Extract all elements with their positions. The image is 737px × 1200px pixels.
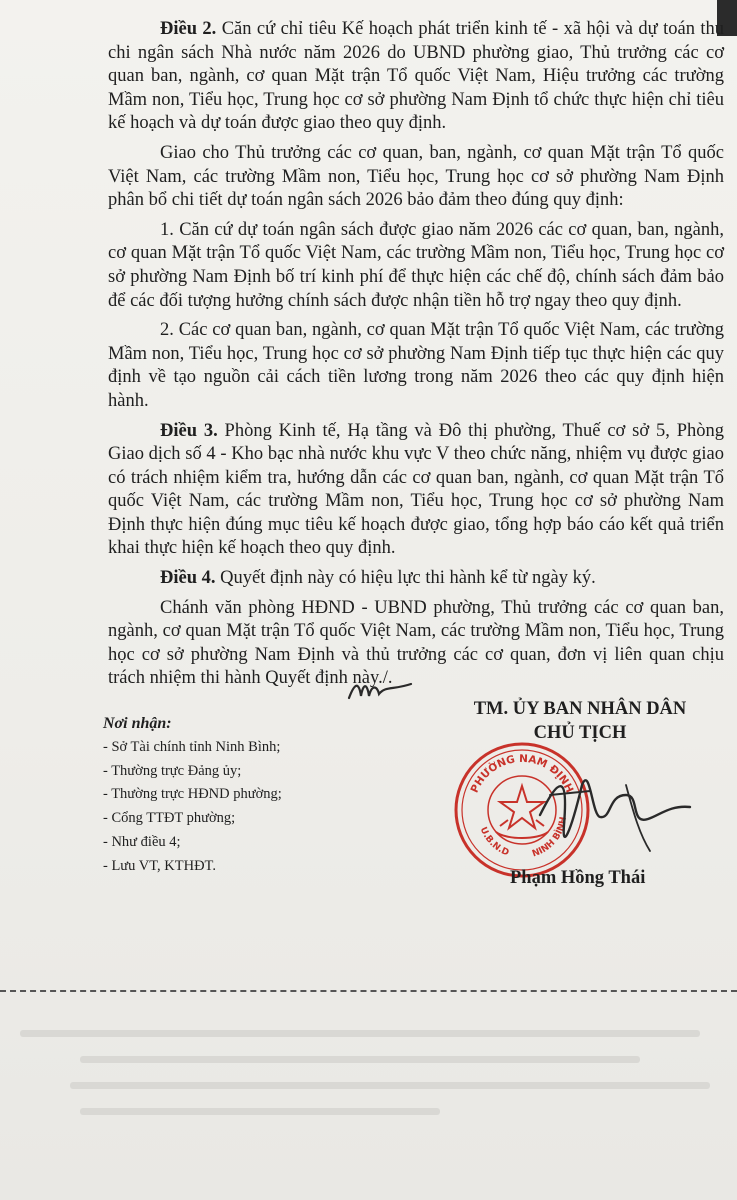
- signer-name: Phạm Hồng Thái: [510, 868, 646, 888]
- svg-text:U.B.N.D: [478, 826, 511, 859]
- recipient-item: - Sở Tài chính tỉnh Ninh Bình;: [103, 738, 281, 755]
- decision-body: [108, 18, 724, 697]
- recipient-item: - Cổng TTĐT phường;: [103, 810, 236, 827]
- assignment-item-2: 2. Các cơ quan ban, ngành, cơ quan Mặt trận Tổ quốc Việt Nam, các trường Mầm non, Tiểu học, Trung học cơ sở phường Nam Định tiếp tục thực hiện các quy định về tạo nguồn cải cách tiền lương trong năm 2026 theo các quy định hiện hành.: [108, 320, 724, 411]
- assignment-paragraph: Giao cho Thủ trưởng các cơ quan, ban, ngành, cơ quan Mặt trận Tổ quốc Việt Nam, các trường Mầm non, Tiểu học, Trung học cơ sở phường Nam Định phân bổ chi tiết dự toán ngân sách 2026 bảo đảm theo đúng quy định:: [108, 142, 724, 211]
- article-3: [108, 420, 724, 562]
- signing-authority: TM. ỦY BAN NHÂN DÂN: [473, 699, 687, 719]
- execution-paragraph: [108, 597, 724, 691]
- handwritten-signature: [530, 755, 700, 865]
- page-divider: [0, 990, 737, 992]
- recipient-item: - Thường trực HĐND phường;: [103, 786, 282, 803]
- recipient-item: - Như điều 4;: [103, 833, 181, 850]
- article-3-text: Phòng Kinh tế, Hạ tầng và Đô thị phường, Thuế cơ sở 5, Phòng Giao dịch số 4 - Kho bạc nhà nước khu vực V theo chức năng, nhiệm vụ được giao có trách nhiệm kiểm tra, hướng dẫn các cơ quan ban, ngành, cơ quan Mặt trận Tổ quốc Việt Nam, các trường Mầm non, Tiểu học, Trung học cơ sở phường Nam Định thực hiện đúng mục tiêu kế hoạch được giao, tổng hợp báo cáo kết quả triển khai thực hiện kế hoạch theo quy định.: [108, 420, 724, 559]
- assignment-item-1: 1. Căn cứ dự toán ngân sách được giao năm 2026 các cơ quan, ban, ngành, cơ quan Mặt trận Tổ quốc Việt Nam, các trường Mầm non, Tiểu học, Trung học cơ sở phường Nam Định bố trí kinh phí để thực hiện các chế độ, chính sách đảm bảo để các đối tượng hưởng chính sách được nhận tiền hỗ trợ ngay theo quy định.: [108, 219, 724, 311]
- article-4: [108, 567, 724, 591]
- recipients-list: [103, 712, 403, 879]
- article-2: [108, 18, 724, 136]
- article-2-text: Căn cứ chỉ tiêu Kế hoạch phát triển kinh tế - xã hội và dự toán thu chi ngân sách Nhà nước năm 2026 do UBND phường giao, Thủ trưởng các cơ quan ban, ngành, cơ quan Mặt trận Tổ quốc Việt Nam, Hiệu trưởng các trường Mầm non, Tiểu học, Trung học cơ sở phường Nam Định tổ chức thực hiện chỉ tiêu kế hoạch và dự toán được giao theo quy định.: [108, 19, 725, 134]
- bleed-through: [80, 1056, 640, 1063]
- article-3-label: Điều 3.: [160, 420, 218, 441]
- article-2-label: Điều 2.: [160, 19, 217, 39]
- seal-text: PHƯỜNG NAM ĐỊNH: [468, 752, 576, 795]
- recipient-item: - Lưu VT, KTHĐT.: [103, 857, 216, 874]
- execution-text: Chánh văn phòng HĐND - UBND phường, Thủ trưởng các cơ quan ban, ngành, cơ quan Mặt trận Tổ quốc Việt Nam, các trường Mầm non, Tiểu học, Trung học cơ sở phường Nam Định và thủ trưởng các cơ quan, đơn vị liên quan chịu trách nhiệm thi hành Quyết định này./.: [108, 597, 724, 689]
- article-4-text: Quyết định này có hiệu lực thi hành kể từ ngày ký.: [215, 568, 596, 589]
- bleed-through: [70, 1082, 710, 1089]
- initial-signature-mark: [345, 676, 415, 706]
- seal-bottom-left: U.B.N.D: [477, 825, 511, 859]
- bleed-through: [20, 1030, 700, 1037]
- bleed-through: [80, 1108, 440, 1115]
- signature-block: [430, 697, 730, 745]
- article-4-label: Điều 4.: [160, 568, 216, 589]
- signer-role: CHỦ TỊCH: [533, 723, 627, 743]
- recipients-heading: Nơi nhận:: [103, 715, 172, 732]
- recipient-item: - Thường trực Đảng ủy;: [103, 762, 242, 779]
- seal-bottom-right: NINH BÌNH: [530, 816, 570, 860]
